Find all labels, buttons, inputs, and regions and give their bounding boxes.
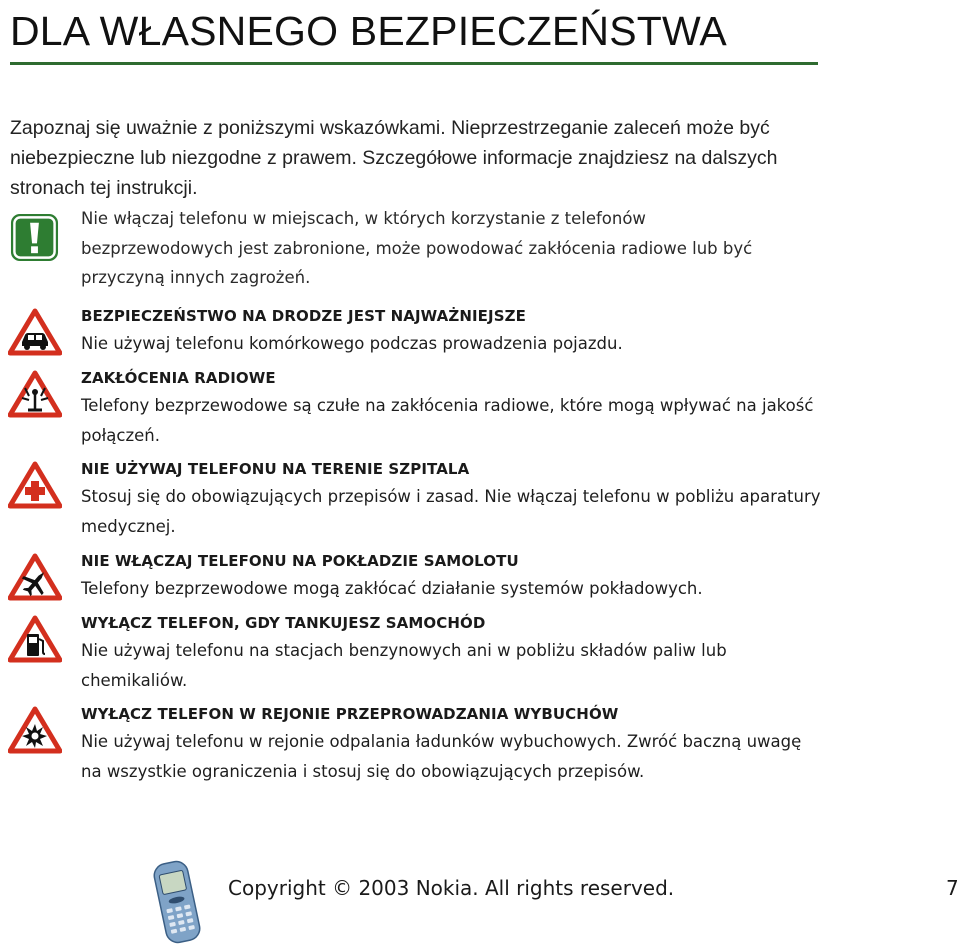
section-heading: NIE WŁĄCZAJ TELEFONU NA POKŁADZIE SAMOLOTU bbox=[81, 552, 519, 570]
title-underline bbox=[10, 62, 818, 65]
section-aircraft bbox=[81, 550, 821, 604]
section-body: Telefony bezprzewodowe mogą zakłócać działanie systemów pokładowych. bbox=[81, 579, 703, 598]
interference-warning-icon bbox=[8, 370, 62, 418]
section-heading: BEZPIECZEŃSTWO NA DRODZE JEST NAJWAŻNIEJSZE bbox=[81, 307, 526, 325]
section-body: Nie używaj telefonu w rejonie odpalania ładunków wybuchowych. Zwróć baczną uwagę na wszystkie ograniczenia i stosuj się do obowiązujących przepisów. bbox=[81, 732, 802, 781]
section-interference bbox=[81, 367, 821, 450]
section-heading: WYŁĄCZ TELEFON W REJONIE PRZEPROWADZANIA WYBUCHÓW bbox=[81, 705, 619, 723]
section-heading: WYŁĄCZ TELEFON, GDY TANKUJESZ SAMOCHÓD bbox=[81, 614, 486, 632]
airplane-warning-icon bbox=[8, 553, 62, 601]
copyright-notice: Copyright © 2003 Nokia. All rights reserved. bbox=[228, 876, 675, 900]
page-title: DLA WŁASNEGO BEZPIECZEŃSTWA bbox=[10, 8, 727, 54]
section-blasting bbox=[81, 703, 821, 786]
fuel-warning-icon bbox=[8, 615, 62, 663]
section-heading: NIE UŻYWAJ TELEFONU NA TERENIE SZPITALA bbox=[81, 460, 470, 478]
explosion-warning-icon bbox=[8, 706, 62, 754]
section-heading: ZAKŁÓCENIA RADIOWE bbox=[81, 369, 276, 387]
hospital-warning-icon bbox=[8, 461, 62, 509]
section-refuelling bbox=[81, 612, 821, 695]
section-body: Stosuj się do obowiązujących przepisów i zasad. Nie włączaj telefonu w pobliżu aparatury medycznej. bbox=[81, 487, 821, 536]
nokia-phone-icon bbox=[150, 858, 204, 946]
section-road-safety bbox=[81, 305, 821, 359]
section-body: Nie używaj telefonu komórkowego podczas prowadzenia pojazdu. bbox=[81, 334, 623, 353]
intro-paragraph: Zapoznaj się uważnie z poniższymi wskazówkami. Nieprzestrzeganie zaleceń może być niebezpieczne lub niezgodne z prawem. Szczegółowe informacje znajdziesz na dalszych stronach tej instrukcji. bbox=[10, 117, 778, 199]
exclamation-warning-icon bbox=[10, 213, 59, 262]
page-number: 7 bbox=[946, 876, 959, 900]
car-warning-icon bbox=[8, 308, 62, 356]
section-body: Telefony bezprzewodowe są czułe na zakłócenia radiowe, które mogą wpływać na jakość połączeń. bbox=[81, 396, 814, 445]
section-body: Nie używaj telefonu na stacjach benzynowych ani w pobliżu składów paliw lub chemikaliów. bbox=[81, 641, 727, 690]
section-hospital bbox=[81, 458, 821, 541]
general-warning-text: Nie włączaj telefonu w miejscach, w których korzystanie z telefonów bezprzewodowych jest zabronione, może powodować zakłócenia radiowe lub być przyczyną innych zagrożeń. bbox=[81, 209, 753, 287]
